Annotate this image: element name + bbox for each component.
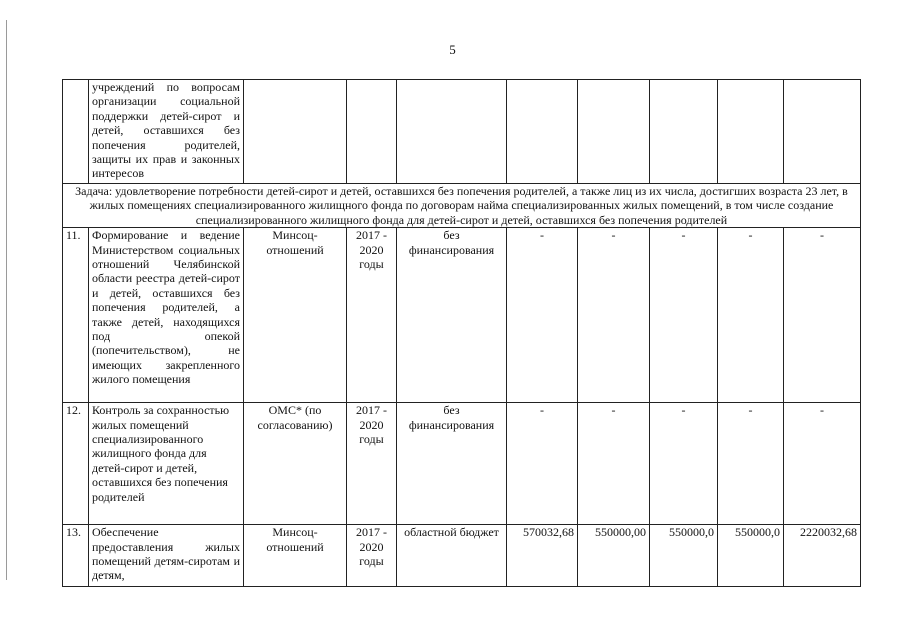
period-cell: 2017 - 2020 годы — [347, 525, 397, 587]
value-cell-2018: 550000,00 — [578, 525, 650, 587]
executor-cell: ОМС* (по согласованию) — [244, 403, 347, 525]
funding-source-cell: без финансирования — [397, 228, 507, 403]
period-cell: 2017 - 2020 годы — [347, 403, 397, 525]
value-cell-2020: 550000,0 — [718, 525, 784, 587]
value-cell-2018: - — [578, 228, 650, 403]
value-cell-2018: - — [578, 403, 650, 525]
activity-name-cell: Формирование и ведение Министерством социальных отношений Челябинской области реестра детей-сирот и детей, оставшихся без попечения родителей, а также детей, находящихся под опекой (попечительством), не имеющих закрепленного жилого помещения — [89, 228, 244, 403]
table-row — [63, 80, 861, 184]
table-row — [63, 228, 861, 403]
value-cell-2017: - — [507, 403, 578, 525]
value-cell-total: 2220032,68 — [784, 525, 861, 587]
row-number: 13. — [63, 525, 89, 587]
activity-name-cell: Контроль за сохранностью жилых помещений специализированного жилищного фонда для детей-сирот и детей, оставшихся без попечения родителей — [89, 403, 244, 525]
value-cell-2020: - — [718, 228, 784, 403]
program-activities-table — [62, 79, 861, 587]
period-cell: 2017 - 2020 годы — [347, 228, 397, 403]
value-cell-2019: 550000,0 — [650, 525, 718, 587]
executor-cell: Минсоц-отношений — [244, 525, 347, 587]
row-number: 12. — [63, 403, 89, 525]
value-cell-total: - — [784, 403, 861, 525]
value-cell-2019: - — [650, 403, 718, 525]
activity-name-cell: Обеспечение предоставления жилых помещений детям-сиротам и детям, — [89, 525, 244, 587]
row-number: 11. — [63, 228, 89, 403]
funding-source-cell: областной бюджет — [397, 525, 507, 587]
task-text: Задача: удовлетворение потребности детей-сирот и детей, оставшихся без попечения родителей, а также лиц из их числа, достигших возраста 23 лет, в жилых помещениях специализированного жилищного фонда по договорам найма специализированных жилых помещений, в том числе создание специализированного жилищного фонда для детей-сирот и детей, оставшихся без попечения родителей — [63, 184, 861, 228]
funding-source-cell: без финансирования — [397, 403, 507, 525]
table-row — [63, 403, 861, 525]
executor-cell: Минсоц-отношений — [244, 228, 347, 403]
activity-name-cell: учреждений по вопросам организации социальной поддержки детей-сирот и детей, оставшихся без попечения родителей, защиты их прав и законных интересов — [89, 80, 244, 184]
value-cell-2019: - — [650, 228, 718, 403]
page-number: 5 — [449, 42, 456, 57]
value-cell-total: - — [784, 228, 861, 403]
page-margin-line — [6, 20, 7, 580]
value-cell-2017: - — [507, 228, 578, 403]
table-row — [63, 525, 861, 587]
task-row — [63, 184, 861, 228]
value-cell-2017: 570032,68 — [507, 525, 578, 587]
value-cell-2020: - — [718, 403, 784, 525]
